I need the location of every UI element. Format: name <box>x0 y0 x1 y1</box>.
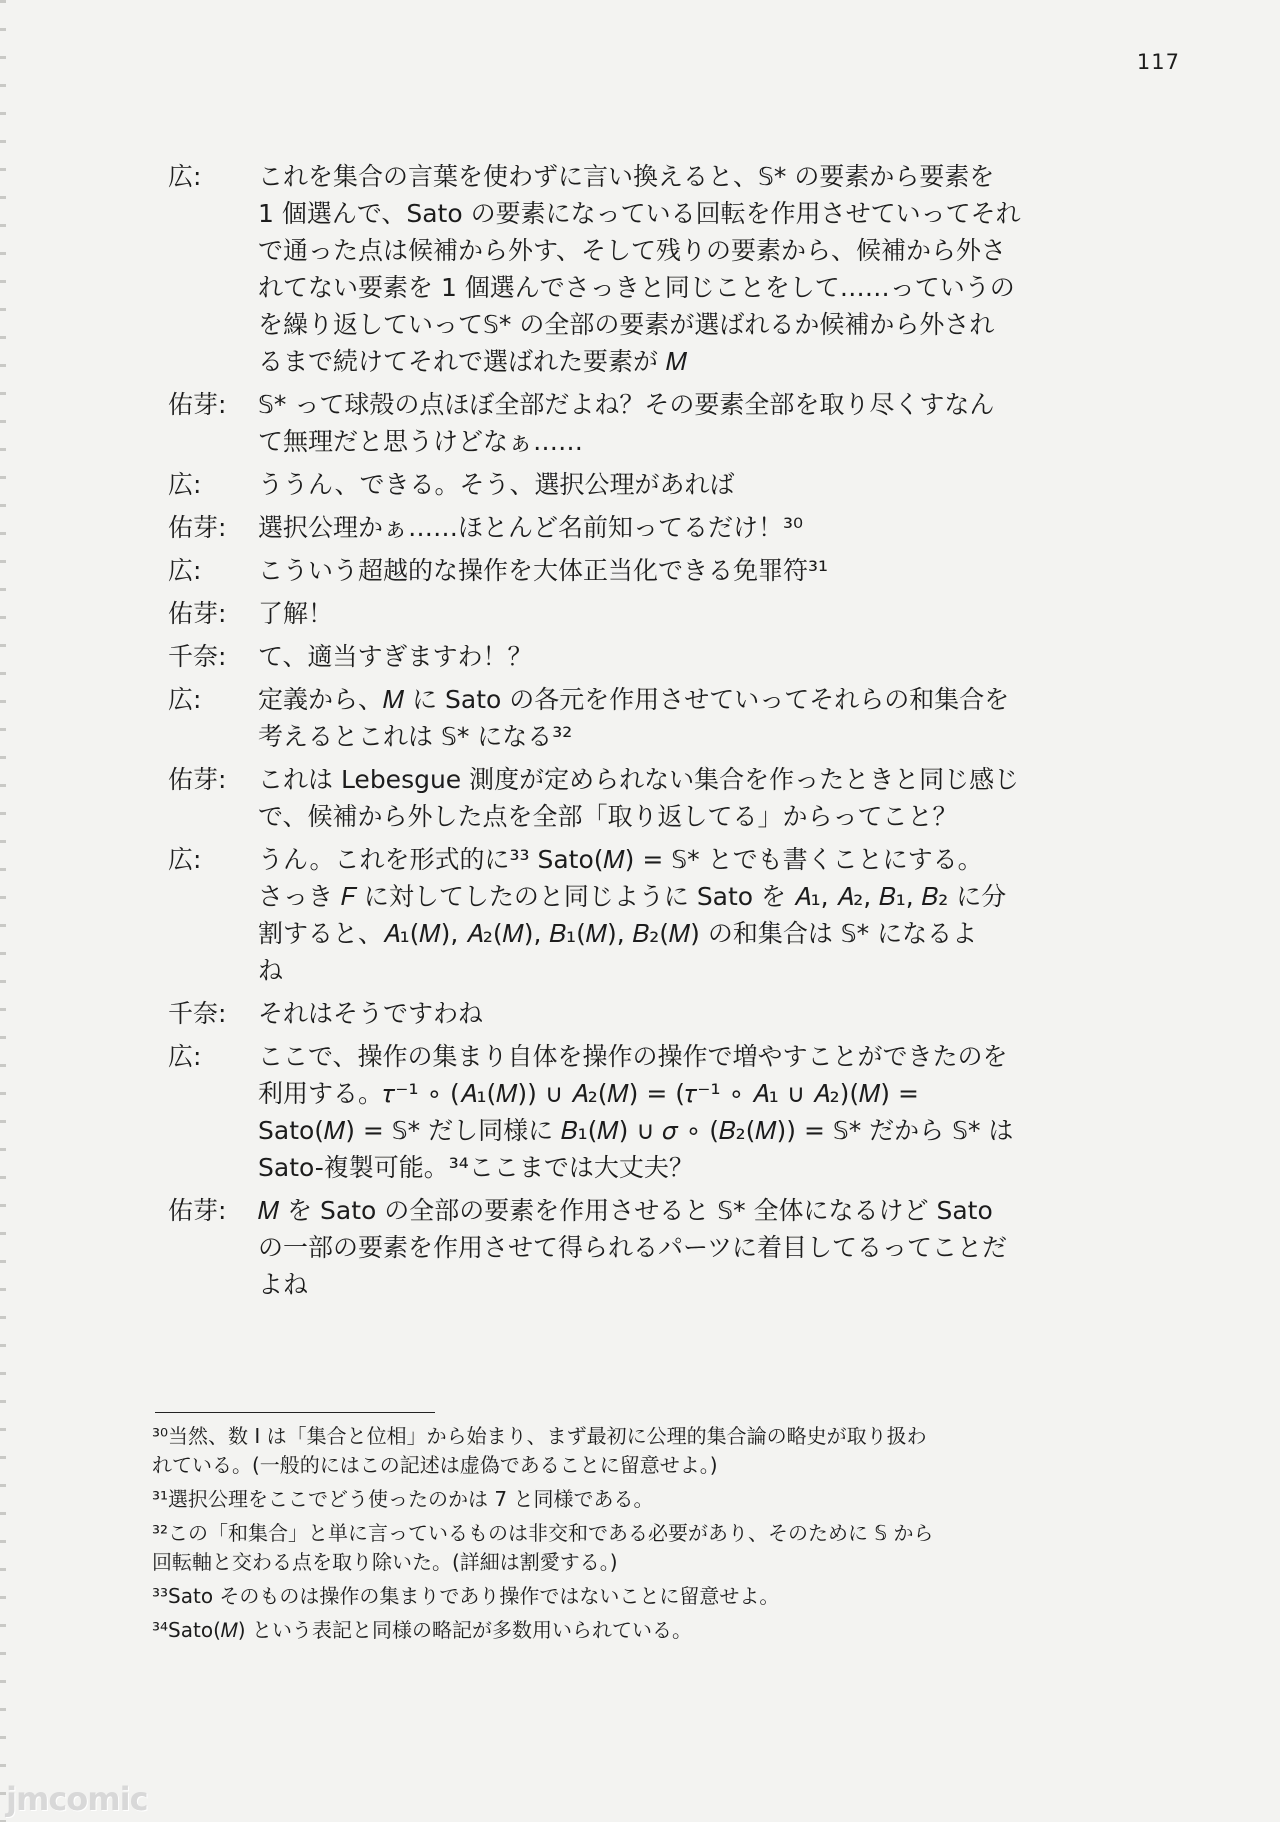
speaker-label: 佑芽: <box>168 765 227 794</box>
utterance: 𝑀 を Sato の全部の要素を作用させると 𝕊* 全体になるけど Sato の一部の要素を作用させて得られるパーツに着目してるってことだ よね <box>258 1196 1008 1299</box>
dialogue-turn <box>168 466 1098 503</box>
footnote-31: ³¹選択公理をここでどう使ったのかは 7 と同様である。 <box>152 1487 654 1511</box>
utterance: それはそうですわね <box>258 999 484 1028</box>
speaker-label: 広: <box>168 1042 202 1071</box>
utterance: これを集合の言葉を使わずに言い換えると、𝕊* の要素から要素を 1 個選んで、Sato の要素になっている回転を作用させていってそれ で通った点は候補から外す、そして残りの要素から、候補から外さ れてない要素を 1 個選んでさっきと同じことをして……っていうの を繰り返していって𝕊* の全部の要素が選ばれるか候補から外され るまで続けてそれで選ばれた要素が 𝑀 <box>258 162 1021 376</box>
dialogue-turn <box>168 595 1098 632</box>
speaker-label: 千奈: <box>168 642 227 671</box>
utterance: こういう超越的な操作を大体正当化できる免罪符³¹ <box>258 556 829 585</box>
utterance: ここで、操作の集まり自体を操作の操作で増やすことができたのを 利用する。𝜏⁻¹ ∘ (𝐴₁(𝑀)) ∪ 𝐴₂(𝑀) = (𝜏⁻¹ ∘ 𝐴₁ ∪ 𝐴₂)(𝑀) = Sato(𝑀) = 𝕊* だし同様に 𝐵₁(𝑀) ∪ 𝜎 ∘ (𝐵₂(𝑀)) = 𝕊* だから 𝕊* は Sato-複製可能。³⁴ここまでは大丈夫？ <box>258 1042 1014 1182</box>
speaker-label: 佑芽: <box>168 390 227 419</box>
dialogue-turn <box>168 509 1098 546</box>
utterance: 𝕊* って球殻の点ほぼ全部だよね？その要素全部を取り尽くすなん て無理だと思うけどなぁ…… <box>258 390 995 456</box>
speaker-label: 佑芽: <box>168 513 227 542</box>
dialogue-turn <box>168 841 1098 989</box>
utterance: て、適当すぎますわ！？ <box>258 642 533 671</box>
speaker-label: 千奈: <box>168 999 227 1028</box>
dialogue-turn <box>168 1038 1098 1186</box>
binding-edge <box>0 0 6 1822</box>
footnote-rule <box>155 1412 435 1413</box>
dialogue-turn <box>168 158 1098 380</box>
speaker-label: 広: <box>168 685 202 714</box>
speaker-label: 広: <box>168 470 202 499</box>
dialogue-turn <box>168 995 1098 1032</box>
dialogue-turn <box>168 1192 1098 1303</box>
utterance: これは Lebesgue 測度が定められない集合を作ったときと同じ感じ で、候補から外した点を全部「取り返してる」からってこと？ <box>258 765 1020 831</box>
dialogue-turn <box>168 638 1098 675</box>
speaker-label: 佑芽: <box>168 1196 227 1225</box>
utterance: 選択公理かぁ……ほとんど名前知ってるだけ！³⁰ <box>258 513 804 542</box>
utterance: 了解！ <box>258 599 334 628</box>
watermark-logo: jmcomic <box>6 1780 148 1818</box>
utterance: うん。これを形式的に³³ Sato(𝑀) = 𝕊* とでも書くことにする。 さっき 𝐹 に対してしたのと同じように Sato を 𝐴₁, 𝐴₂, 𝐵₁, 𝐵₂ に分 割すると、𝐴₁(𝑀), 𝐴₂(𝑀), 𝐵₁(𝑀), 𝐵₂(𝑀) の和集合は 𝕊* になるよ ね <box>258 845 1007 985</box>
speaker-label: 広: <box>168 845 202 874</box>
speaker-label: 広: <box>168 556 202 585</box>
dialogue-turn <box>168 761 1098 835</box>
footnote-30: ³⁰当然、数 I は「集合と位相」から始まり、まず最初に公理的集合論の略史が取り扱わ れている。(一般的にはこの記述は虚偽であることに留意せよ。) <box>152 1424 927 1477</box>
speaker-label: 佑芽: <box>168 599 227 628</box>
footnote-34: ³⁴Sato(𝑀) という表記と同様の略記が多数用いられている。 <box>152 1618 692 1642</box>
utterance: ううん、できる。そう、選択公理があれば <box>258 470 735 499</box>
dialogue-turn <box>168 386 1098 460</box>
footnotes <box>152 1422 1092 1650</box>
dialogue-turn <box>168 681 1098 755</box>
footnote-33: ³³Sato そのものは操作の集まりであり操作ではないことに留意せよ。 <box>152 1584 780 1608</box>
dialogue-turn <box>168 552 1098 589</box>
dialogue <box>168 158 1098 1309</box>
page-number: 117 <box>1136 50 1180 74</box>
utterance: 定義から、𝑀 に Sato の各元を作用させていってそれらの和集合を 考えるとこれは 𝕊* になる³² <box>258 685 1010 751</box>
footnote-32: ³²この「和集合」と単に言っているものは非交和である必要があり、そのために 𝕊 から 回転軸と交わる点を取り除いた。(詳細は割愛する。) <box>152 1521 934 1574</box>
speaker-label: 広: <box>168 162 202 191</box>
